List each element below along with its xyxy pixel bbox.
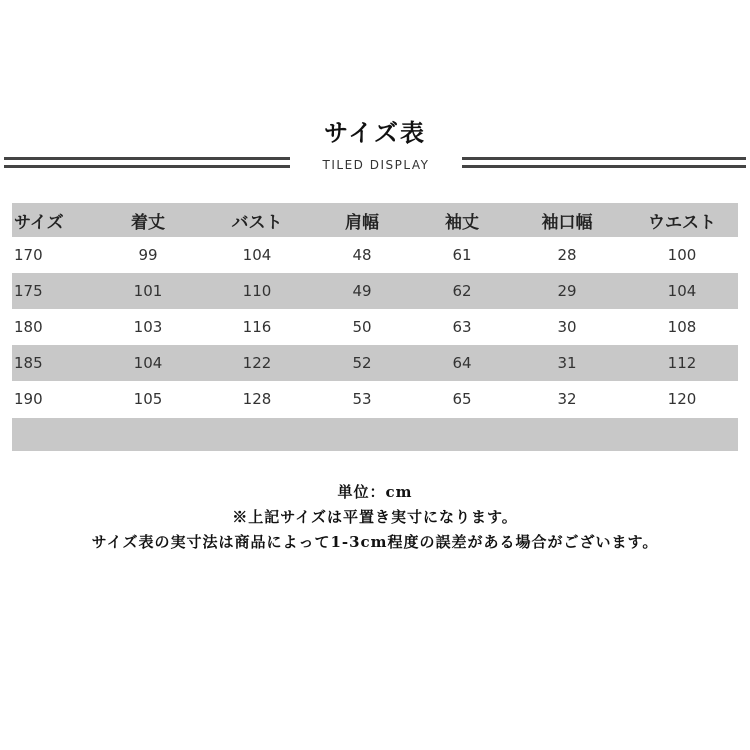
table-cell: 63 xyxy=(452,318,472,336)
title-rule-right xyxy=(462,157,746,169)
header-shoulder: 肩幅 xyxy=(345,212,379,233)
table-cell: 190 xyxy=(14,390,43,408)
table-cell: 52 xyxy=(352,354,372,372)
table-cell: 185 xyxy=(14,354,43,372)
table-cell: 104 xyxy=(667,282,697,300)
table-cell: 49 xyxy=(352,282,372,300)
header-length: 着丈 xyxy=(131,212,165,233)
table-cell: 31 xyxy=(557,354,577,372)
table-row xyxy=(12,273,738,309)
table-cell: 128 xyxy=(242,390,272,408)
tolerance-note: サイズ表の実寸法は商品によって1-3cm程度の誤差がある場合がございます。 xyxy=(91,533,659,551)
size-table xyxy=(12,203,738,451)
table-row xyxy=(12,237,738,273)
table-cell: 108 xyxy=(667,318,697,336)
table-cell: 104 xyxy=(133,354,163,372)
table-row xyxy=(12,345,738,381)
notes xyxy=(0,480,750,555)
unit-note: 単位：cm xyxy=(337,483,413,501)
table-cell: 103 xyxy=(133,318,163,336)
table-cell: 116 xyxy=(242,318,272,336)
table-cell: 29 xyxy=(557,282,577,300)
table-cell: 32 xyxy=(557,390,577,408)
header-size: サイズ xyxy=(14,212,64,233)
title-rule-left xyxy=(4,157,290,169)
table-cell: 28 xyxy=(557,246,577,264)
table-cell: 99 xyxy=(138,246,158,264)
header-sleeve: 袖丈 xyxy=(445,212,479,233)
table-cell: 170 xyxy=(14,246,43,264)
table-cell: 120 xyxy=(667,390,697,408)
table-cell: 105 xyxy=(133,390,163,408)
table-cell: 100 xyxy=(667,246,697,264)
page-title: サイズ表 xyxy=(323,118,427,147)
header-cuff: 袖口幅 xyxy=(541,212,593,233)
header-waist: ウエスト xyxy=(648,212,716,233)
page-subtitle: TILED DISPLAY xyxy=(322,158,430,172)
header-bust: バスト xyxy=(231,212,283,233)
table-cell: 175 xyxy=(14,282,43,300)
table-cell: 50 xyxy=(352,318,372,336)
table-cell: 61 xyxy=(452,246,472,264)
table-cell: 30 xyxy=(557,318,577,336)
table-cell: 104 xyxy=(242,246,272,264)
table-cell: 64 xyxy=(452,354,472,372)
table-blank-row xyxy=(12,418,738,451)
table-row xyxy=(12,309,738,345)
table-cell: 180 xyxy=(14,318,43,336)
table-cell: 65 xyxy=(452,390,472,408)
table-cell: 112 xyxy=(667,354,697,372)
table-row xyxy=(12,381,738,417)
table-cell: 101 xyxy=(133,282,163,300)
measurement-note: ※上記サイズは平置き実寸になります。 xyxy=(232,508,518,526)
table-cell: 53 xyxy=(352,390,372,408)
table-cell: 62 xyxy=(452,282,472,300)
table-cell: 48 xyxy=(352,246,372,264)
table-cell: 122 xyxy=(242,354,272,372)
table-cell: 110 xyxy=(242,282,272,300)
table-header-row xyxy=(12,203,738,237)
